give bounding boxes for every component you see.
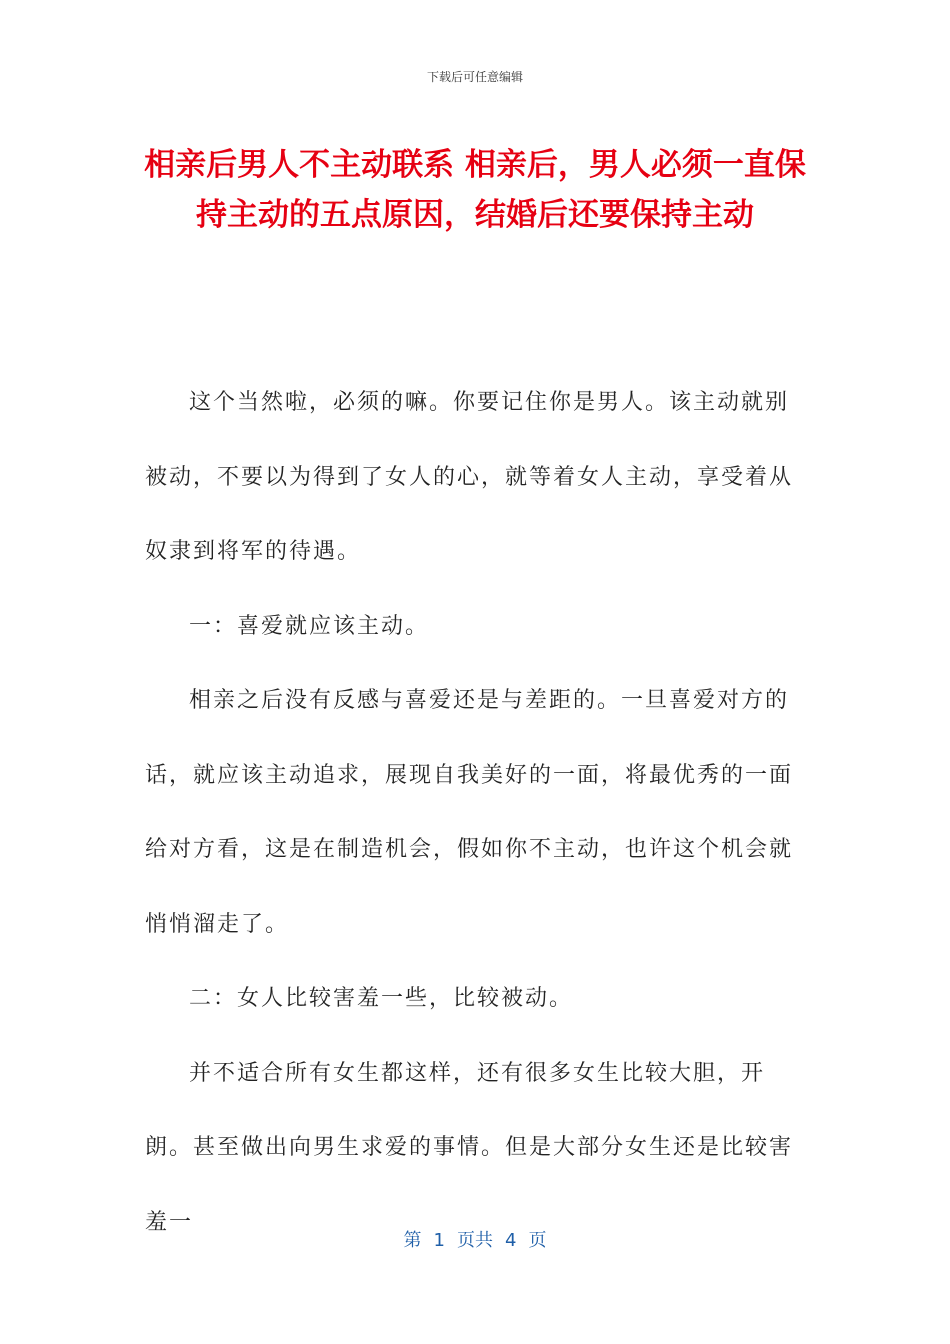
- paragraph: 这个当然啦，必须的嘛。你要记住你是男人。该主动就别被动，不要以为得到了女人的心，就等着女人主动，享受着从奴隶到将军的待遇。: [145, 390, 794, 564]
- paragraph: 并不适合所有女生都这样，还有很多女生比较大胆，开朗。甚至做出向男生求爱的事情。但是大部分女生还是比较害羞一: [145, 1060, 794, 1235]
- header-note: 下载后可任意编辑: [426, 70, 523, 84]
- section-heading: 二：女人比较害羞一些，比较被动。: [189, 986, 574, 1011]
- page-footer: [0, 1226, 950, 1252]
- footer-middle: 页共: [457, 1230, 493, 1251]
- document-body: [145, 366, 807, 1260]
- total-page-count: 4: [505, 1230, 517, 1251]
- section-heading: 一：喜爱就应该主动。: [189, 613, 430, 639]
- current-page-number: 1: [433, 1230, 445, 1251]
- footer-prefix: 第: [403, 1230, 422, 1251]
- paragraph: 相亲之后没有反感与喜爱还是与差距的。一旦喜爱对方的话，就应该主动追求，展现自我美好的一面，将最优秀的一面给对方看，这是在制造机会，假如你不主动，也许这个机会就悄悄溜走了。: [145, 688, 794, 937]
- document-title: 相亲后男人不主动联系 相亲后，男人必须一直保持主动的五点原因，结婚后还要保持主动: [144, 147, 806, 233]
- footer-suffix: 页: [528, 1230, 547, 1251]
